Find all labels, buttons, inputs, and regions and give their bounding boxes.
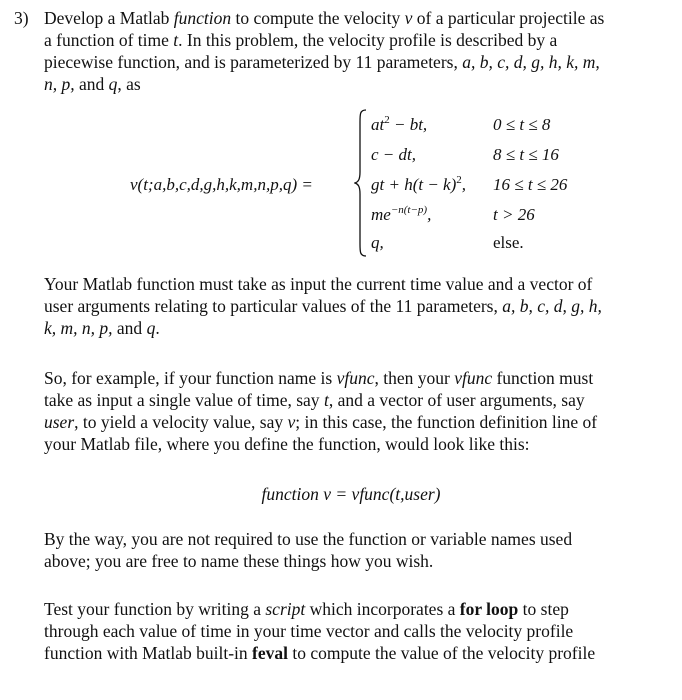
case-1-condition: 0 ≤ t ≤ 8 <box>493 115 551 134</box>
left-brace <box>354 108 368 258</box>
equation-lhs: v(t;a,b,c,d,g,h,k,m,n,p,q) = <box>130 175 313 194</box>
case-4-condition: t > 26 <box>493 205 535 224</box>
intro-paragraph: Develop a Matlab function to compute the velocity v of a particular projectile as a function of time t. In this problem, the velocity profile is described by a piecewise function, and is parameterized by 11 parameters, a, b, c, d, g, h, k, m, n, p, and q, as <box>44 8 605 94</box>
case-3-condition: 16 ≤ t ≤ 26 <box>493 175 568 194</box>
problem-number: 3) <box>14 8 29 28</box>
example-paragraph: So, for example, if your function name is vfunc, then your vfunc function must take as input a single value of time, say t, and a vector of user arguments, say user, to yield a velocity value, say v; in this case, the function definition line of your Matlab file, where you define the function, would look like this: <box>44 368 598 454</box>
case-3-expression: gt + $h(t - k)^2$, <box>371 174 467 194</box>
case-2-condition: 8 ≤ t ≤ 16 <box>493 145 559 164</box>
input-requirements-paragraph: Your Matlab function must take as input the current time value and a vector of user arguments relating to particular values of the 11 parameters, a, b, c, d, g, h, k, m, n, p, and q. <box>44 274 602 338</box>
case-2-expression: c − dt, <box>371 145 416 164</box>
piecewise-equation <box>0 108 682 258</box>
test-instructions-paragraph: Test your function by writing a script which incorporates a for loop to step through each value of time in your time vector and calls the velocity profile function with Matlab built-in feval to compute the value of the velocity profile <box>44 599 596 663</box>
naming-note-paragraph: By the way, you are not required to use the function or variable names used above; you are free to name these things how you wish. <box>44 529 573 571</box>
function-definition-line: function v = vfunc(t,user) <box>261 484 441 504</box>
case-4-expression: $me^{-n(t-p)}$, <box>371 204 432 224</box>
case-5-condition: else. <box>493 233 524 252</box>
case-5-expression: q, <box>371 233 384 252</box>
case-1-expression: $at^2$ − bt, <box>371 114 428 134</box>
